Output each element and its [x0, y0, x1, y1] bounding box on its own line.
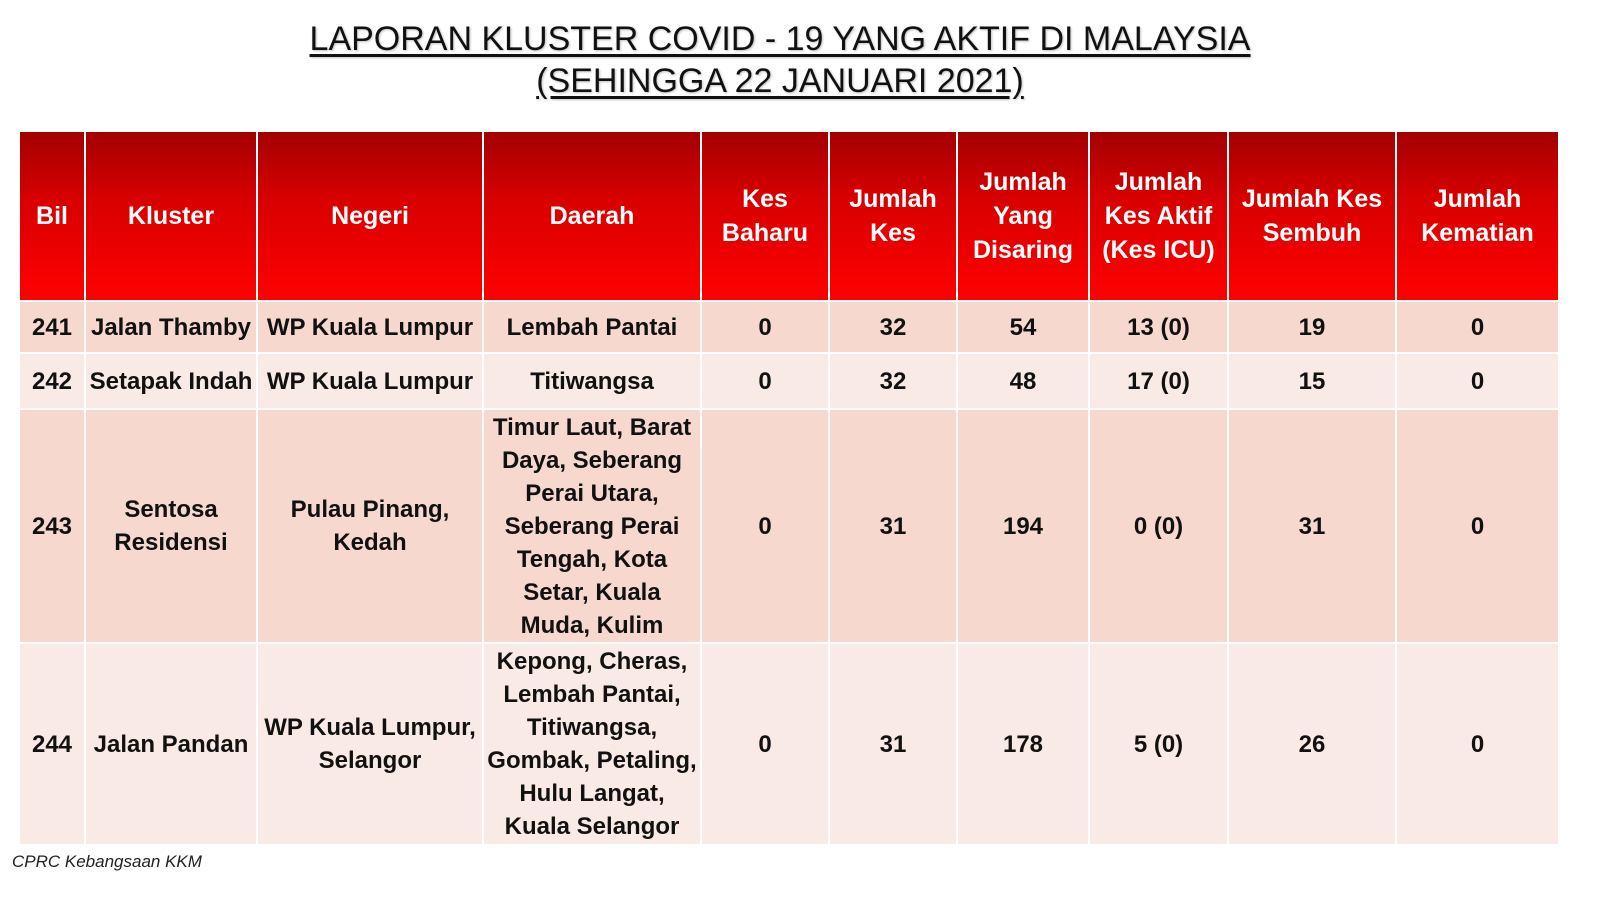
cell-daerah: Lembah Pantai [484, 302, 700, 352]
cell-bil: 241 [20, 302, 84, 352]
cell-kes-baharu: 0 [702, 302, 828, 352]
header-jumlah-disaring: Jumlah Yang Disaring [958, 132, 1088, 300]
cell-daerah: Kepong, Cheras, Lembah Pantai, Titiwangsa, Gombak, Petaling, Hulu Langat, Kuala Selangor [484, 644, 700, 844]
header-row [20, 132, 1558, 300]
cell-jumlah-kes-aktif: 13 (0) [1090, 302, 1227, 352]
cell-jumlah-disaring: 54 [958, 302, 1088, 352]
cell-jumlah-kematian: 0 [1397, 644, 1558, 844]
cluster-table [18, 130, 1560, 846]
table-row [20, 410, 1558, 642]
cell-jumlah-kes: 31 [830, 644, 956, 844]
cell-daerah: Titiwangsa [484, 354, 700, 408]
cell-jumlah-kes-sembuh: 31 [1229, 410, 1395, 642]
header-jumlah-kes-aktif: Jumlah Kes Aktif (Kes ICU) [1090, 132, 1227, 300]
header-bil: Bil [20, 132, 84, 300]
cell-jumlah-kematian: 0 [1397, 354, 1558, 408]
cell-jumlah-kes: 31 [830, 410, 956, 642]
header-jumlah-kes: Jumlah Kes [830, 132, 956, 300]
cell-jumlah-kes-aktif: 0 (0) [1090, 410, 1227, 642]
cell-kluster: Setapak Indah [86, 354, 256, 408]
table-row [20, 644, 1558, 844]
cell-jumlah-kes: 32 [830, 354, 956, 408]
title-line-1: LAPORAN KLUSTER COVID - 19 YANG AKTIF DI MALAYSIA [309, 20, 1251, 58]
header-negeri: Negeri [258, 132, 482, 300]
cell-jumlah-kes-sembuh: 26 [1229, 644, 1395, 844]
source-credit: CPRC Kebangsaan KKM [12, 852, 202, 871]
cell-jumlah-kes-sembuh: 19 [1229, 302, 1395, 352]
header-kluster: Kluster [86, 132, 256, 300]
cell-negeri: WP Kuala Lumpur [258, 354, 482, 408]
cell-jumlah-disaring: 194 [958, 410, 1088, 642]
cell-jumlah-kes-aktif: 5 (0) [1090, 644, 1227, 844]
cell-kluster: Jalan Thamby [86, 302, 256, 352]
cell-jumlah-kematian: 0 [1397, 410, 1558, 642]
header-jumlah-kes-sembuh: Jumlah Kes Sembuh [1229, 132, 1395, 300]
cell-jumlah-disaring: 178 [958, 644, 1088, 844]
cell-negeri: Pulau Pinang, Kedah [258, 410, 482, 642]
cell-kes-baharu: 0 [702, 410, 828, 642]
header-daerah: Daerah [484, 132, 700, 300]
table-row [20, 354, 1558, 408]
cell-negeri: WP Kuala Lumpur [258, 302, 482, 352]
title-line-2: (SEHINGGA 22 JANUARI 2021) [536, 62, 1024, 100]
cell-bil: 242 [20, 354, 84, 408]
cell-jumlah-kes-sembuh: 15 [1229, 354, 1395, 408]
cell-kes-baharu: 0 [702, 354, 828, 408]
cell-jumlah-kematian: 0 [1397, 302, 1558, 352]
cell-bil: 243 [20, 410, 84, 642]
cell-kluster: Sentosa Residensi [86, 410, 256, 642]
cell-jumlah-disaring: 48 [958, 354, 1088, 408]
cell-kes-baharu: 0 [702, 644, 828, 844]
cell-kluster: Jalan Pandan [86, 644, 256, 844]
cell-jumlah-kes-aktif: 17 (0) [1090, 354, 1227, 408]
cell-bil: 244 [20, 644, 84, 844]
table-row [20, 302, 1558, 352]
cell-daerah: Timur Laut, Barat Daya, Seberang Perai Utara, Seberang Perai Tengah, Kota Setar, Kuala Muda, Kulim [484, 410, 700, 642]
cell-negeri: WP Kuala Lumpur, Selangor [258, 644, 482, 844]
cell-jumlah-kes: 32 [830, 302, 956, 352]
report-title [0, 18, 1560, 102]
header-jumlah-kematian: Jumlah Kematian [1397, 132, 1558, 300]
header-kes-baharu: Kes Baharu [702, 132, 828, 300]
